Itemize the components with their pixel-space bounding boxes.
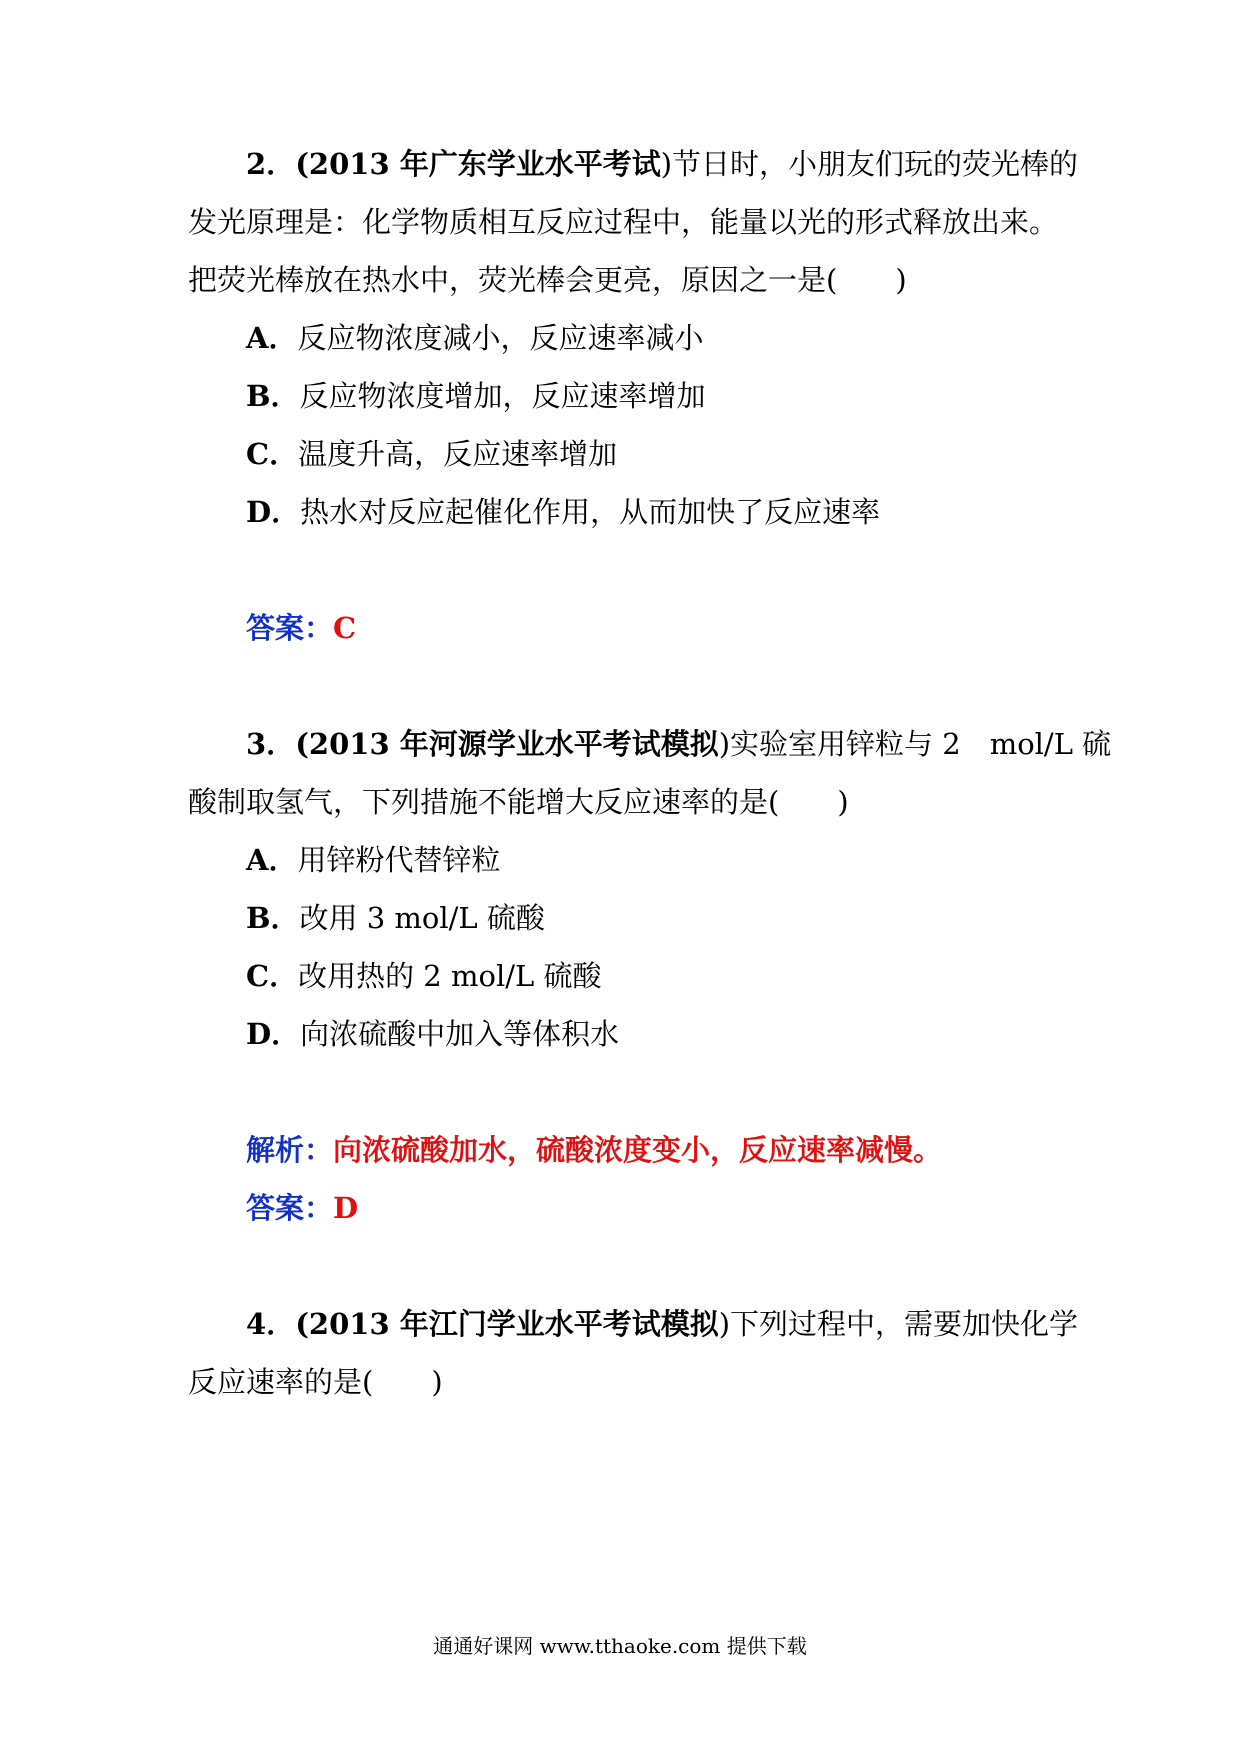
q2-option-b-text: 反应物浓度增加，反应速率增加 [299, 379, 706, 413]
q4-stem-text1: )下列过程中，需要加快化学 [718, 1307, 1079, 1341]
q2-option-a-label: A． [246, 321, 298, 355]
q3-option-b-label: B． [246, 901, 300, 935]
q3-option-b [246, 898, 545, 938]
q3-option-a [246, 840, 501, 880]
page-footer: 通通好课网 www.tthaoke.com 提供下载 [433, 1634, 807, 1658]
q2-option-b [246, 376, 706, 416]
q2-option-a [246, 318, 704, 358]
q3-stem-line2: 酸制取氢气，下列措施不能增大反应速率的是( ) [188, 785, 849, 819]
q3-option-b-text: 改用 3 mol/L 硫酸 [299, 901, 545, 935]
q3-answer-label: 答案： [246, 1191, 334, 1225]
q3-answer-value: D [333, 1191, 359, 1225]
q2-option-a-text: 反应物浓度减小，反应速率减小 [297, 321, 704, 355]
q2-stem-text1: )节日时，小朋友们玩的荧光棒的 [660, 147, 1079, 181]
q2-stem-line2: 发光原理是：化学物质相互反应过程中，能量以光的形式释放出来。 [188, 205, 1059, 239]
q2-option-c-label: C． [246, 437, 299, 471]
q3-option-a-label: A． [246, 843, 298, 877]
q2-answer-value: C [333, 611, 357, 645]
q3-number: 3． [246, 727, 296, 761]
q4-number: 4． [246, 1307, 296, 1341]
q3-analysis-label: 解析： [246, 1133, 334, 1167]
q2-number: 2． [246, 147, 296, 181]
q2-option-c-text: 温度升高，反应速率增加 [298, 437, 618, 471]
q3-stem-line1 [246, 724, 1111, 764]
q2-stem-line1 [246, 144, 1078, 184]
q3-option-a-text: 用锌粉代替锌粒 [297, 843, 501, 877]
q3-analysis [246, 1130, 942, 1170]
q3-option-c-label: C． [246, 959, 299, 993]
q3-analysis-text: 向浓硫酸加水，硫酸浓度变小，反应速率减慢。 [333, 1133, 943, 1167]
q3-source: (2013 年河源学业水平考试模拟 [295, 727, 719, 761]
q2-option-c [246, 434, 617, 474]
q3-option-c [246, 956, 601, 996]
q2-option-d [246, 492, 880, 532]
q3-option-d-text: 向浓硫酸中加入等体积水 [300, 1017, 620, 1051]
q3-option-d [246, 1014, 619, 1054]
q2-answer-label: 答案： [246, 611, 334, 645]
q4-source: (2013 年江门学业水平考试模拟 [295, 1307, 719, 1341]
q2-source: (2013 年广东学业水平考试 [295, 147, 661, 181]
q2-stem-line3: 把荧光棒放在热水中，荧光棒会更亮，原因之一是( ) [188, 263, 907, 297]
q2-option-b-label: B． [246, 379, 300, 413]
q4-stem-line2: 反应速率的是( ) [188, 1365, 443, 1399]
q3-option-d-label: D． [246, 1017, 301, 1051]
q2-option-d-text: 热水对反应起催化作用，从而加快了反应速率 [300, 495, 881, 529]
q2-option-d-label: D． [246, 495, 301, 529]
q4-stem-line1 [246, 1304, 1078, 1344]
q3-answer [246, 1188, 358, 1228]
q3-stem-text1: )实验室用锌粒与 2 mol/L 硫 [718, 727, 1112, 761]
q2-answer [246, 608, 356, 648]
q3-option-c-text: 改用热的 2 mol/L 硫酸 [298, 959, 602, 993]
